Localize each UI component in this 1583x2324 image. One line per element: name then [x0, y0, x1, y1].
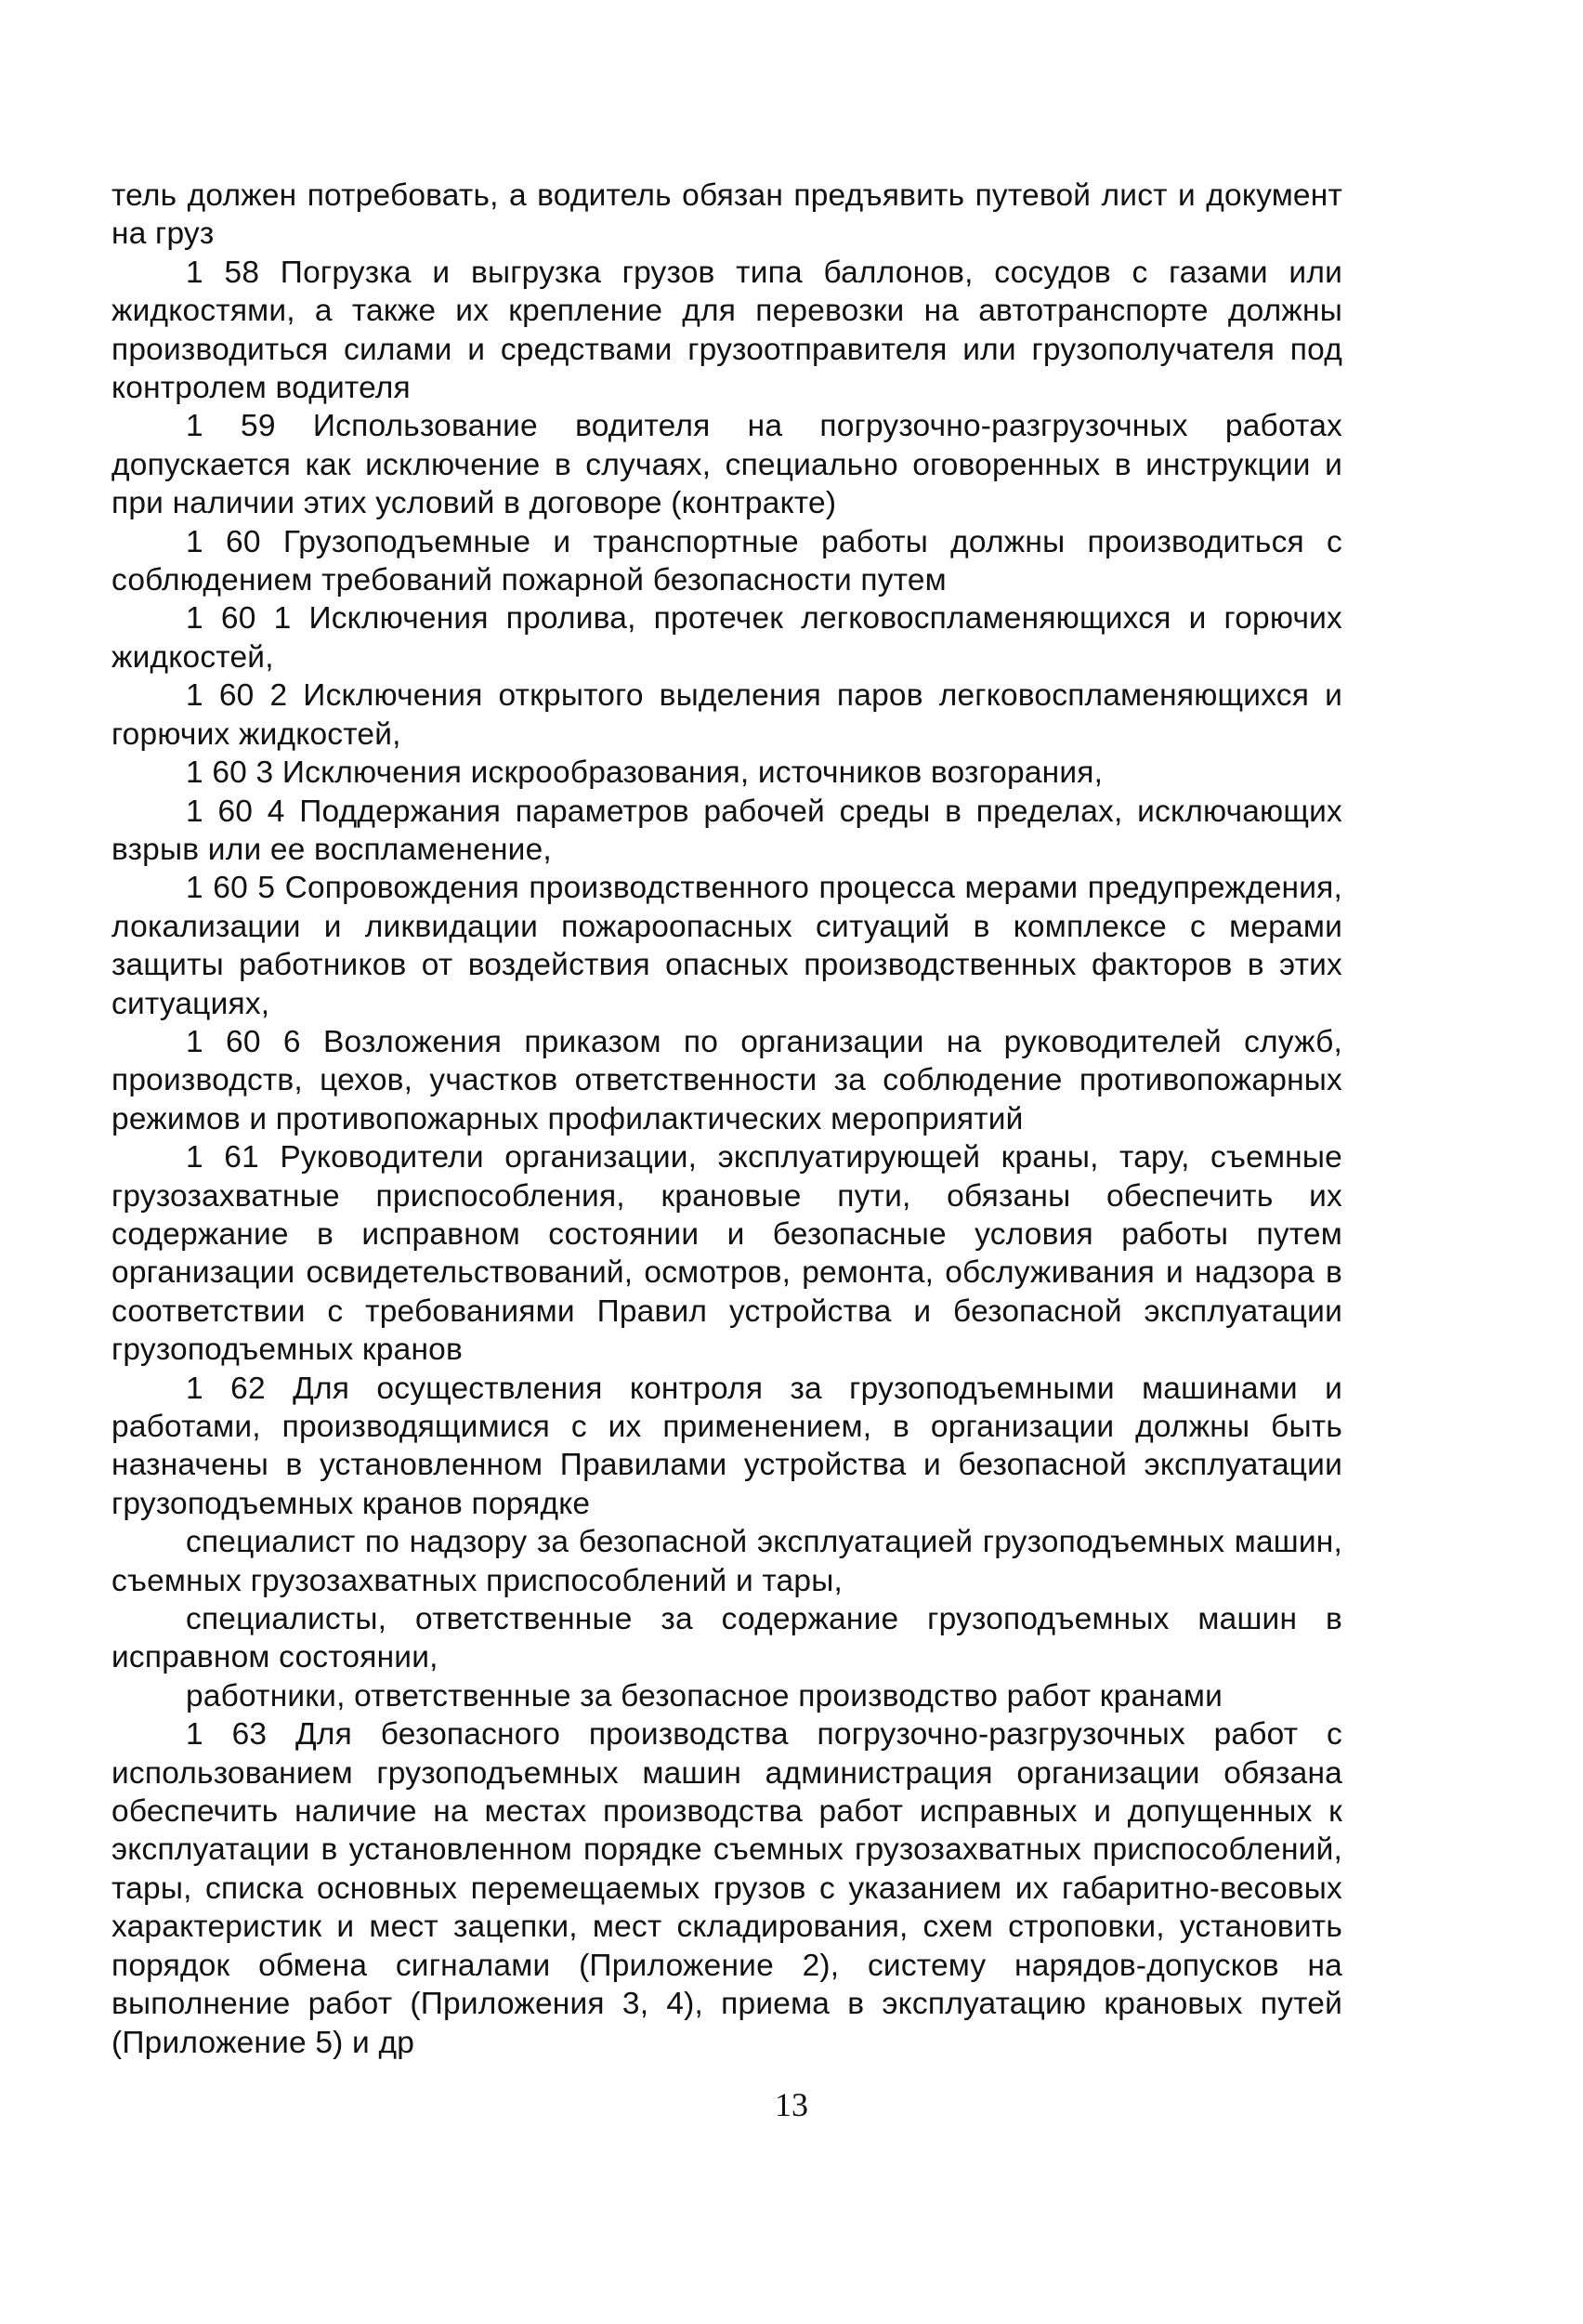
page-number: 13 — [775, 2086, 808, 2123]
paragraph-list-item-workers: работники, ответственные за безопасное производство работ кранами — [186, 1678, 1223, 1713]
paragraph-1-60-2: 1 60 2 Исключения открытого выделения паров легковоспламеняющихся и горючих жидкостей, — [111, 678, 1342, 752]
paragraph-1-62: 1 62 Для осуществления контроля за грузоподъемными машинами и работами, производящимися с их применением, в организации должны быть назначены в установленном Правилами устройства и безопасной эксплуатации грузоподъемных кранов порядке — [111, 1371, 1342, 1521]
paragraph-1-60-3: 1 60 3 Исключения искрообразования, источников возгорания, — [186, 755, 1104, 791]
paragraph-continuation: тель должен потребовать, а водитель обязан предъявить путевой лист и документ на груз — [111, 178, 1342, 252]
paragraph-1-60-1: 1 60 1 Исключения пролива, протечек легковоспламеняющихся и горючих жидкостей, — [111, 601, 1342, 675]
paragraph-1-63: 1 63 Для безопасного производства погрузочно-разгрузочных работ с использованием грузоподъемных машин администрация организации обязана обеспечить наличие на местах производства работ исправных и допущенных к эксплуатации в установленном порядке съемных грузозахватных приспособлений, тары, списка основных перемещаемых грузов с указанием их габаритно-весовых характеристик и мест зацепки, мест складирования, схем строповки, установить порядок обмена сигналами (Приложение 2), систему нарядов-допусков на выполнение работ (Приложения 3, 4), приема в эксплуатацию крановых путей (Приложение 5) и др — [111, 1717, 1342, 2060]
paragraph-list-item-maintenance: специалисты, ответственные за содержание грузоподъемных машин в исправном состоянии, — [111, 1602, 1342, 1675]
paragraph-list-item-supervisor: специалист по надзору за безопасной эксплуатацией грузоподъемных машин, съемных грузозахватных приспособлений и тары, — [111, 1525, 1342, 1598]
paragraph-1-58: 1 58 Погрузка и выгрузка грузов типа баллонов, сосудов с газами или жидкостями, а также их крепление для перевозки на автотранспорте должны производиться силами и средствами грузоотправителя или грузополучателя под контролем водителя — [111, 255, 1342, 406]
paragraph-1-60-5: 1 60 5 Сопровождения производственного процесса мерами предупреждения, локализации и ликвидации пожароопасных ситуаций в комплексе с мерами защиты работников от воздействия опасных производственных факторов в этих ситуациях, — [111, 871, 1342, 1021]
paragraph-1-59: 1 59 Использование водителя на погрузочно-разгрузочных работах допускается как исключение в случаях, специально оговоренных в инструкции и при наличии этих условий в договоре (контракте) — [111, 409, 1342, 521]
paragraph-1-60: 1 60 Грузоподъемные и транспортные работы должны производиться с соблюдением требований пожарной безопасности путем — [111, 524, 1342, 598]
paragraph-1-60-4: 1 60 4 Поддержания параметров рабочей среды в пределах, исключающих взрыв или ее воспламенение, — [111, 794, 1342, 867]
paragraph-1-60-6: 1 60 6 Возложения приказом по организации на руководителей служб, производств, цехов, участков ответственности за соблюдение противопожарных режимов и противопожарных профилактических мероприятий — [111, 1024, 1342, 1136]
paragraph-1-61: 1 61 Руководители организации, эксплуатирующей краны, тару, съемные грузозахватные приспособления, крановые пути, обязаны обеспечить их содержание в исправном состоянии и безопасные условия работы путем организации освидетельствований, осмотров, ремонта, обслуживания и надзора в соответствии с требованиями Правил устройства и безопасной эксплуатации грузоподъемных кранов — [111, 1140, 1342, 1368]
body-text — [111, 177, 1342, 2062]
